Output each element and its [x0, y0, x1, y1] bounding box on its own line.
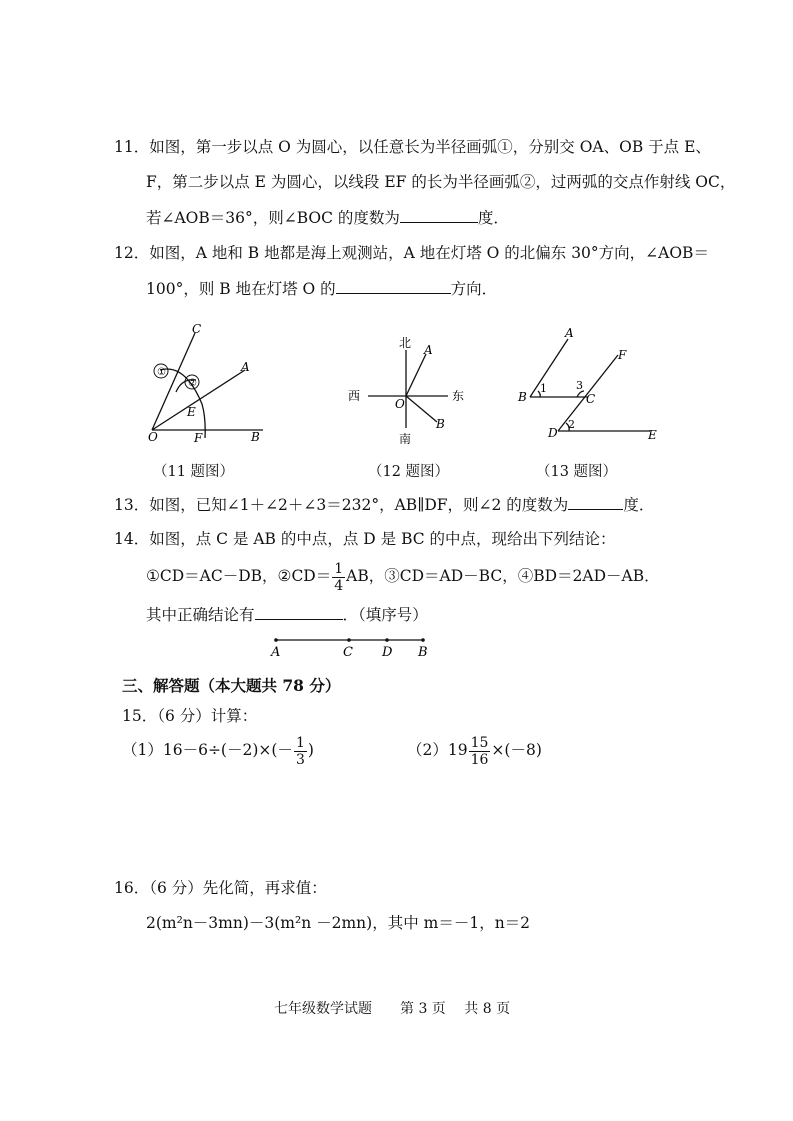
q12-line2	[146, 278, 497, 299]
label-arc1: ①	[157, 367, 166, 378]
q14-conclusions-part1: ①CD＝AC－DB，②CD＝	[146, 567, 332, 585]
label-angle-2: 2	[568, 418, 575, 431]
q11-line3-text: 若∠AOB＝36°，则∠BOC 的度数为	[146, 209, 400, 227]
point-a	[274, 638, 278, 642]
figure-13	[510, 325, 670, 447]
label-angle-3: 3	[576, 379, 583, 392]
q11-line3	[146, 207, 509, 228]
q11-line1: 11．如图，第一步以点 O 为圆心，以任意长为半径画弧①，分别交 OA、OB 于点 E、	[114, 138, 711, 156]
q15-p1-num: 1	[295, 734, 305, 751]
q14-answer-blank[interactable]	[255, 604, 343, 620]
label-a: A	[424, 343, 433, 357]
label-west: 西	[348, 389, 361, 403]
label-c: C	[586, 392, 596, 406]
ray-ob	[406, 396, 437, 422]
q15-part1-end: )	[307, 741, 314, 759]
label-angle-1: 1	[540, 382, 547, 395]
q14-frac-den: 4	[334, 577, 344, 594]
q14-frac-num: 1	[334, 560, 344, 577]
label-a: A	[241, 360, 250, 374]
label-c: C	[192, 322, 202, 336]
q13-answer-blank[interactable]	[568, 494, 623, 510]
q15-part1-fraction	[294, 735, 307, 768]
label-o: O	[395, 397, 405, 411]
q15-heading: 15．（6 分）计算：	[122, 707, 258, 725]
ray-oa	[406, 354, 426, 396]
q14-conclusions-part2: AB，③CD＝AD－BC，④BD＝2AD－AB．	[346, 567, 660, 585]
q15-part1-text: （1）16－6÷(－2)×(－	[122, 741, 293, 759]
point-d	[385, 638, 389, 642]
q14-line3-text: 其中正确结论有	[146, 606, 255, 624]
segment-ba	[530, 339, 568, 397]
q16-expression: 2(m²n－3mn)－3(m²n －2mn)，其中 m＝－1，n＝2	[146, 914, 531, 932]
q15-p1-den: 3	[295, 751, 305, 768]
label-a: A	[565, 326, 574, 340]
q12-line2-end: 方向．	[450, 280, 498, 298]
label-north: 北	[399, 336, 412, 350]
label-b: B	[518, 390, 527, 404]
page-footer: 七年级数学试题 第 3 页 共 8 页	[274, 1001, 511, 1017]
q12-answer-blank[interactable]	[336, 278, 451, 294]
label-b: B	[251, 430, 260, 444]
label-south: 南	[399, 432, 412, 446]
label-d: D	[382, 645, 393, 660]
q11-line2: F，第二步以点 E 为圆心，以线段 EF 的长为半径画弧②，过两弧的交点作射线 OC，	[146, 173, 736, 191]
q11-line3-end: 度．	[477, 209, 509, 227]
q15-part2-text: （2）19	[407, 741, 468, 759]
q12-line1: 12．如图，A 地和 B 地都是海上观测站，A 地在灯塔 O 的北偏东 30°方向，∠AOB＝	[114, 244, 709, 262]
point-b	[421, 638, 425, 642]
label-o: O	[148, 430, 158, 444]
q11-answer-blank[interactable]	[400, 207, 478, 223]
label-east: 东	[452, 389, 465, 403]
label-c: C	[343, 645, 353, 660]
q15-part2-fraction	[469, 735, 491, 768]
q14-segment-figure	[266, 632, 436, 660]
q14-line3	[146, 604, 428, 625]
caption-fig13: （13 题图）	[536, 464, 618, 480]
label-a: A	[271, 645, 281, 660]
label-arc2: ②	[188, 378, 197, 389]
q12-line2-text: 100°，则 B 地在灯塔 O 的	[146, 280, 336, 298]
q14-line1: 14．如图，点 C 是 AB 的中点，点 D 是 BC 的中点，现给出下列结论：	[114, 530, 616, 548]
label-f: F	[194, 431, 203, 445]
label-e: E	[648, 428, 657, 442]
label-e: E	[187, 405, 196, 419]
caption-fig12: （12 题图）	[368, 464, 450, 480]
figure-12	[340, 330, 475, 448]
point-c	[347, 638, 351, 642]
label-d: D	[548, 426, 558, 440]
q14-conclusions	[146, 559, 660, 594]
q15-p2-den: 16	[470, 751, 489, 768]
label-b: B	[436, 417, 445, 431]
label-f: F	[618, 348, 627, 362]
section-3-heading: 三、解答题（本大题共 78 分）	[122, 676, 341, 695]
label-b: B	[418, 645, 428, 660]
q13-end: 度．	[623, 496, 655, 514]
q13-text: 13．如图，已知∠1＋∠2＋∠3＝232°，AB∥DF，则∠2 的度数为	[114, 496, 569, 514]
q15-part2	[407, 732, 542, 768]
q15-part1	[122, 732, 314, 768]
q14-line3-end: ．（填序号）	[342, 606, 428, 624]
q13-line	[114, 494, 654, 515]
q15-p2-num: 15	[470, 734, 489, 751]
q16-heading: 16．（6 分）先化简，再求值：	[114, 879, 327, 897]
figure-11	[140, 318, 280, 448]
q14-fraction	[332, 561, 345, 594]
caption-fig11: （11 题图）	[153, 464, 235, 480]
q15-part2-end: ×(－8)	[491, 741, 542, 759]
